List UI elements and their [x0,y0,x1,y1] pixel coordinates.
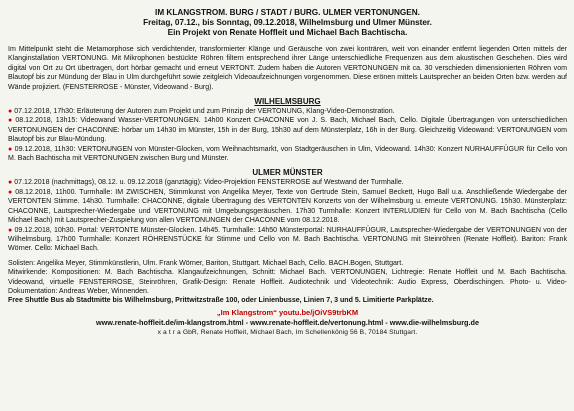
wilhelmsburg-events [8,107,567,163]
project-authors: Ein Projekt von Renate Hoffleit und Michael Bach Bachtischa. [167,28,408,37]
event-item: ● 08.12.2018, 11h00. Turmhalle: IM ZWISCHEN, Stimmkunst von Angelika Meyer, Texte von Gertrude Stein, Samuel Beckett, Hugo Ball u.a. Anschließende Wiedergabe der VERTONTEN Stimme. 14h30. Turmhalle: CHACONNE, digitale Übertragung des VERTONTEN Konzerts von der Wilhelmsburg u. erneute VERTONUNG. 15h30. Münsterplatz: CHACONNE, Lautsprecher-Wiedergabe und VERTONUNG mit Umgebungsgeräuschen. 17h30 Turmhalle: Konzert INTERLUDIEN für Cello von M. Bach Bachtischa (Cello Michael Bach) mit Lautsprecher-Zuspielung von allen VERTONUNGEN der CHACONNE vom 08.12.2018. [8,188,567,225]
muenster-events [8,178,567,253]
bullet-icon: ● [8,188,14,196]
bullet-icon: ● [8,145,13,153]
bullet-icon: ● [8,108,13,116]
section-title-muenster: ULMER MÜNSTER [252,168,323,178]
bullet-icon: ● [8,179,13,187]
section-title-wilhelmsburg: WILHELMSBURG [254,97,321,107]
bullet-icon: ● [8,226,13,234]
event-item: ● 09.12.2018, 11h30: VERTONUNGEN von Münster-Glocken, vom Weihnachtsmarkt, von Stadtgeräuschen in Ulm, Videowand. 14h30: Konzert NURHAUFFÜGUR für Cello von M. Bach Bachtischa mit VERTONUNGEN zwischen Burg und Münster. [8,145,567,163]
footer-address: x a t r a GbR, Renate Hoffleit, Michael Bach, Im Schellenkönig 56 B, 70184 Stuttgart. [157,328,418,336]
event-dates: Freitag, 07.12., bis Sonntag, 09.12.2018, Wilhelmsburg und Ulmer Münster. [143,18,432,27]
shuttle-info: Free Shuttle Bus ab Stadtmitte bis Wilhelmsburg, Prittwitzstraße 100, oder Linienbusse, Linien 7, 3 und 5. Limitierte Parkplätze. [8,297,434,305]
credits-mitwirkende: Mitwirkende: Kompositionen: M. Bach Bachtischa. Klangaufzeichnungen, Schnitt: Michael Bach. VERTONUNGEN, Lichtregie: Renate Hoffleit und M. Bach Bachtischa. Videowand, virtuelle FENSTERROSE, Steinröhren, Grafik-Design: Renate Hoffleit. Audiotechnik und Videotechnik: Audio Express, Oberdischingen. Photo- u. Video-Dokumentation: Andreas Weber, Winnenden. [8,269,567,295]
event-item: ● 08.12.2018, 13h15: Videowand Wasser-VERTONUNGEN. 14h00 Konzert CHACONNE von J. S. Bach, Michael Bach, Cello. Digitale Übertragungen von unterschiedlichen VERTONUNGEN der CHACONNE: hörbar um 14h30 im Münster, 15h in der Burg, 15h30 auf dem Münsterplatz, 16h in der Burg. Gleichzeitig Videowand: VERTONUNGEN vom Blautopf bis zur Blau-Mündung. [8,117,568,144]
website-links[interactable]: www.renate-hoffleit.de/im-klangstrom.html - www.renate-hoffleit.de/vertonung.html - www.die-wilhelmsburg.de [95,317,480,327]
header [8,8,567,38]
bullet-icon: ● [8,117,14,125]
event-item: ● 07.12.2018, 17h30: Erläuterung der Autoren zum Projekt und zum Prinzip der VERTONUNG, Klang-Video-Demonstration. [8,108,395,116]
video-link[interactable]: „Im Klangstrom“ youtu.be/jOiVS9trbKM [216,307,359,317]
event-item: ● 07.12.2018 (nachmittags), 08.12. u. 09.12.2018 (ganztägig): Video-Projektion FENSTERROSE auf Westwand der Turmhalle. [8,179,404,187]
intro-paragraph: Im Mittelpunkt steht die Metamorphose sich verdichtender, transformierter Klänge und Geräusche von zwei konträren, weit von einander entfernt liegenden Orten mittels der Klanginstallation VERTONUNG. Mit Mikrophonen bestückte Röhren filtern entsprechend ihrer Länge unterschiedliche Frequenzen aus dem akustischen Geschehen. Dies wird digital von Ort zu Ort übertragen, dort hörbar gemacht und erneut VERTONT. Zudem haben die Autoren VERTONUNGEN mit ca. 30 verschieden dimensionierten Röhren vom Blautopf bis zur Mündung der Blau in Ulm durchgeführt sowie zeitgleich Videoaufzeichnungen vorgenommen. Diese erönen mittels Lautsprecher an beiden Orten bzw. werden auf Wände projiziert. (FENSTERROSE - Münster, Videowand - Burg). [8,46,567,91]
event-item: ● 09.12.2018, 10h30. Portal: VERTONTE Münster-Glocken. 14h45. Turmhalle: 14h50 Münsterportal: NURHAUFFÜGUR, Lautsprecher-Wiedergabe der VERTONUNGEN von der Wilhelmsburg. 17h00 Turmhalle: Konzert RÖHRENSTÜCKE für Stimme und Cello von M. Bach Bachtischa. VERTONUNG mit Steinröhren (Renate Hoffleit). Bariton: Frank Wörner. Cello: Michael Bach. [8,226,567,253]
event-title: IM KLANGSTROM. BURG / STADT / BURG. ULMER VERTONUNGEN. [155,8,420,17]
credits-solisten: Solisten: Angelika Meyer, Stimmkünstlerin, Ulm. Frank Wörner, Bariton, Stuttgart. Michael Bach, Cello. BACH.Bogen, Stuttgart. [8,259,404,267]
